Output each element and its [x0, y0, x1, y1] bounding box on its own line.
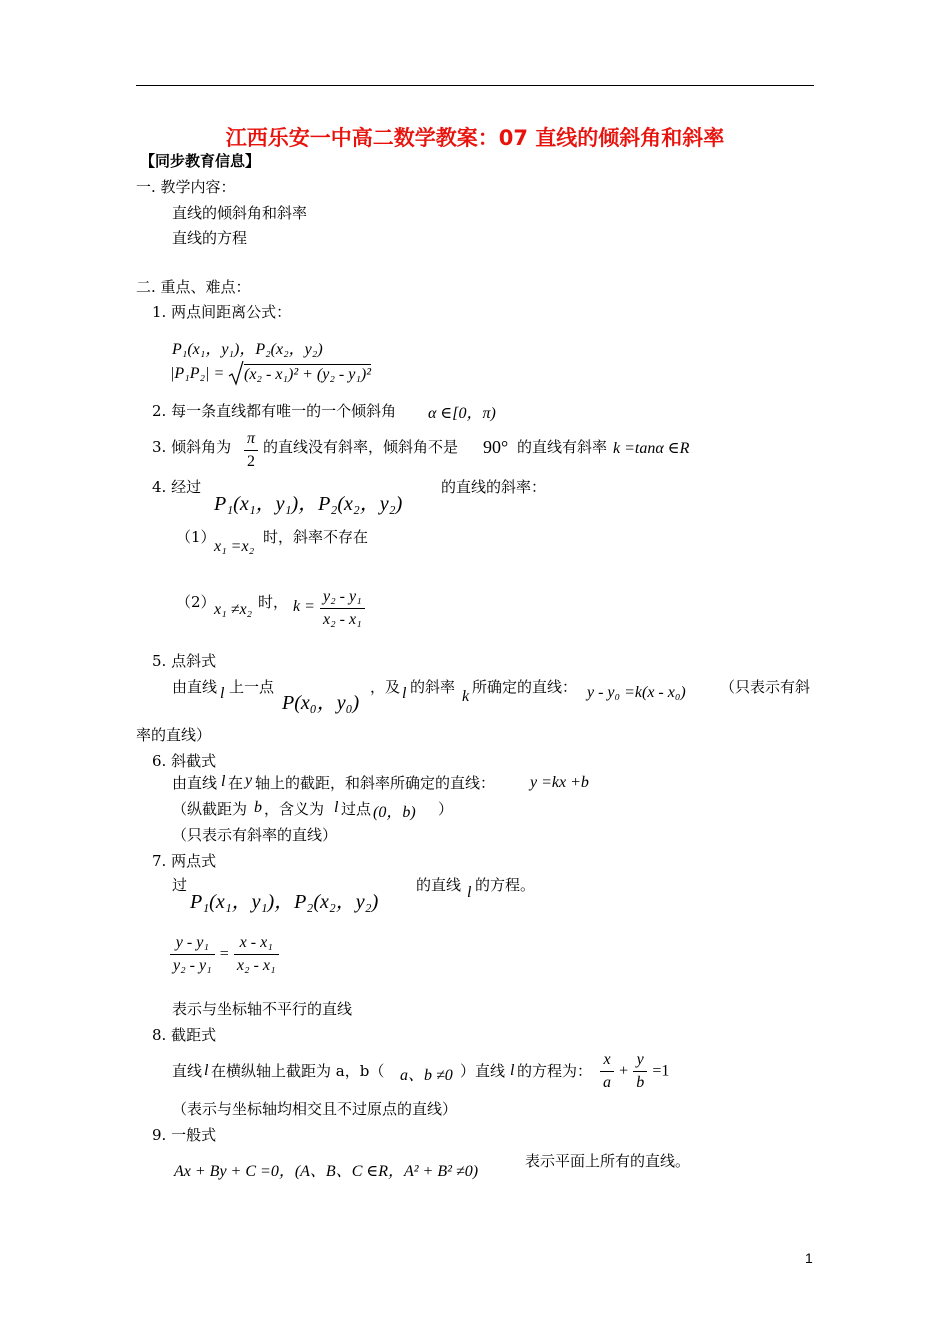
point-5-text-f: （只表示有斜 [720, 678, 811, 696]
case-2-condition: x₁ ≠x₂ [214, 601, 253, 618]
page-number: 1 [805, 1250, 813, 1266]
fraction-numerator: y₂ - y₁ [320, 586, 365, 609]
header-rule [136, 85, 814, 86]
angle-range-formula: α ∈[0，π) [428, 405, 496, 422]
case-1-label: （1） [176, 528, 216, 546]
slope-k-equals: k = [293, 598, 315, 615]
line-l-symbol: l [467, 884, 472, 901]
line-l-symbol: l [510, 1062, 515, 1079]
point-4-points-formula: P₁(x₁，y₁)，P₂(x₂，y₂) [214, 493, 403, 515]
general-form-equation: Ax + By + C =0，(A、B、C ∈R，A² + B² ≠0) [174, 1163, 479, 1180]
point-6-note-2: （只表示有斜率的直线） [172, 826, 338, 844]
point-6-label: 6. 斜截式 [152, 752, 217, 770]
point-8-text-a: 直线 [172, 1062, 203, 1080]
slope-tan-formula: k =tanα ∈R [613, 440, 690, 457]
point-p0-formula: P(x₀，y₀) [282, 692, 360, 714]
point-9-label: 9. 一般式 [152, 1126, 217, 1144]
page-title: 江西乐安一中高二数学教案：07 直线的倾斜角和斜率 [225, 126, 725, 150]
two-point-equation [170, 932, 279, 977]
line-l-symbol: l [402, 685, 407, 702]
intercept-equation [600, 1049, 669, 1094]
point-3-text-b: 的直线没有斜率，倾斜角不是 [263, 438, 459, 456]
fraction-denominator: 2 [247, 453, 255, 470]
point-3-text-c: 的直线有斜率 [517, 438, 608, 456]
line-l-symbol: l [220, 685, 225, 702]
distance-formula-lhs: |P₁P₂| = [170, 365, 225, 382]
slope-k-symbol: k [462, 688, 470, 705]
point-5-text-c: ，及 [370, 678, 401, 696]
point-4-text-b: 的直线的斜率： [441, 478, 547, 496]
point-8-text-d: 的方程为： [517, 1062, 593, 1080]
line-l-symbol: l [334, 799, 339, 816]
point-6-note-a: （纵截距为 [172, 800, 248, 818]
fraction-denominator: x₂ - x₁ [323, 611, 362, 628]
point-5-text-a: 由直线 [172, 678, 218, 696]
case-2-text: 时， [258, 593, 289, 611]
point-7-label: 7. 两点式 [152, 852, 217, 870]
intercept-b-symbol: b [254, 799, 262, 816]
content-heading: 一. 教学内容： [136, 178, 236, 196]
line-l-symbol: l [204, 1062, 209, 1079]
slope-fraction [320, 586, 365, 631]
point-9-text: 表示平面上所有的直线。 [525, 1152, 691, 1170]
fraction-denominator: y₂ - y₁ [173, 957, 212, 974]
point-8-note: （表示与坐标轴均相交且不过原点的直线） [172, 1100, 458, 1118]
fraction-denominator: b [636, 1074, 645, 1091]
pi-over-two-fraction [244, 428, 258, 473]
slope-intercept-equation: y =kx +b [530, 774, 589, 791]
equals-one: =1 [652, 1062, 670, 1080]
fraction-denominator: x₂ - x₁ [236, 957, 276, 974]
y-axis-symbol: y [245, 772, 253, 789]
point-6-text-b: 在 [228, 774, 244, 792]
point-8-text-c: ）直线 [460, 1062, 506, 1080]
point-7-points-formula: P₁(x₁，y₁)，P₂(x₂，y₂) [190, 891, 379, 913]
point-1-label: 1. 两点间距离公式： [152, 303, 292, 321]
point-7-note: 表示与坐标轴不平行的直线 [172, 1000, 353, 1018]
content-item-1: 直线的倾斜角和斜率 [172, 204, 308, 222]
plus-sign: + [619, 1062, 629, 1080]
point-6-note-d: ） [438, 800, 454, 818]
sqrt-sign [228, 360, 244, 390]
point-slope-equation: y - y₀ =k(x - x₀) [587, 684, 686, 701]
point-5-label: 5. 点斜式 [152, 652, 217, 670]
point-4-text-a: 4. 经过 [152, 478, 202, 496]
point-zero-b: (0，b) [373, 804, 416, 821]
content-item-2: 直线的方程 [172, 229, 248, 247]
fraction-numerator: y - y₁ [170, 932, 215, 955]
point-2-text: 2. 每一条直线都有唯一的一个倾斜角 [152, 402, 397, 420]
point-5-text-b: 上一点 [229, 678, 275, 696]
point-7-text-b: 的直线 [416, 876, 462, 894]
fraction-numerator: y [633, 1049, 647, 1072]
fraction-numerator: π [244, 428, 258, 451]
point-5-text-d: 的斜率 [410, 678, 456, 696]
case-1-text: 时，斜率不存在 [263, 528, 369, 546]
point-6-note-b: ，含义为 [264, 800, 325, 818]
point-3-text-a: 3. 倾斜角为 [152, 438, 232, 456]
point-7-text-c: 的方程。 [475, 876, 536, 894]
case-1-condition: x₁ =x₂ [214, 538, 255, 555]
point-7-text-a: 过 [172, 876, 188, 894]
ninety-degrees: 90° [483, 437, 509, 457]
point-6-text-c: 轴上的截距，和斜率所确定的直线： [255, 774, 496, 792]
point-5-text-e: 所确定的直线： [472, 678, 578, 696]
fraction-numerator: x [600, 1049, 614, 1072]
key-points-heading: 二. 重点、难点： [136, 278, 251, 296]
line-l-symbol: l [221, 773, 226, 790]
point-6-text-a: 由直线 [172, 774, 218, 792]
intercept-condition: a、b ≠0 [400, 1067, 453, 1084]
equals-sign: = [219, 945, 229, 963]
point-6-note-c: 过点 [341, 800, 372, 818]
fraction-numerator: x - x₁ [234, 932, 279, 955]
point-1-points-formula: P₁(x₁，y₁)，P₂(x₂，y₂) [172, 341, 323, 358]
point-5-text-g: 率的直线） [136, 726, 212, 744]
fraction-denominator: a [603, 1074, 611, 1091]
point-8-text-b: 在横纵轴上截距为 a，b（ [211, 1062, 385, 1080]
case-2-label: （2） [176, 593, 216, 611]
point-8-label: 8. 截距式 [152, 1026, 217, 1044]
distance-formula-rhs: (x₂ - x₁)² + (y₂ - y₁)² [244, 366, 372, 383]
section-info-heading: 【同步教育信息】 [140, 152, 261, 170]
